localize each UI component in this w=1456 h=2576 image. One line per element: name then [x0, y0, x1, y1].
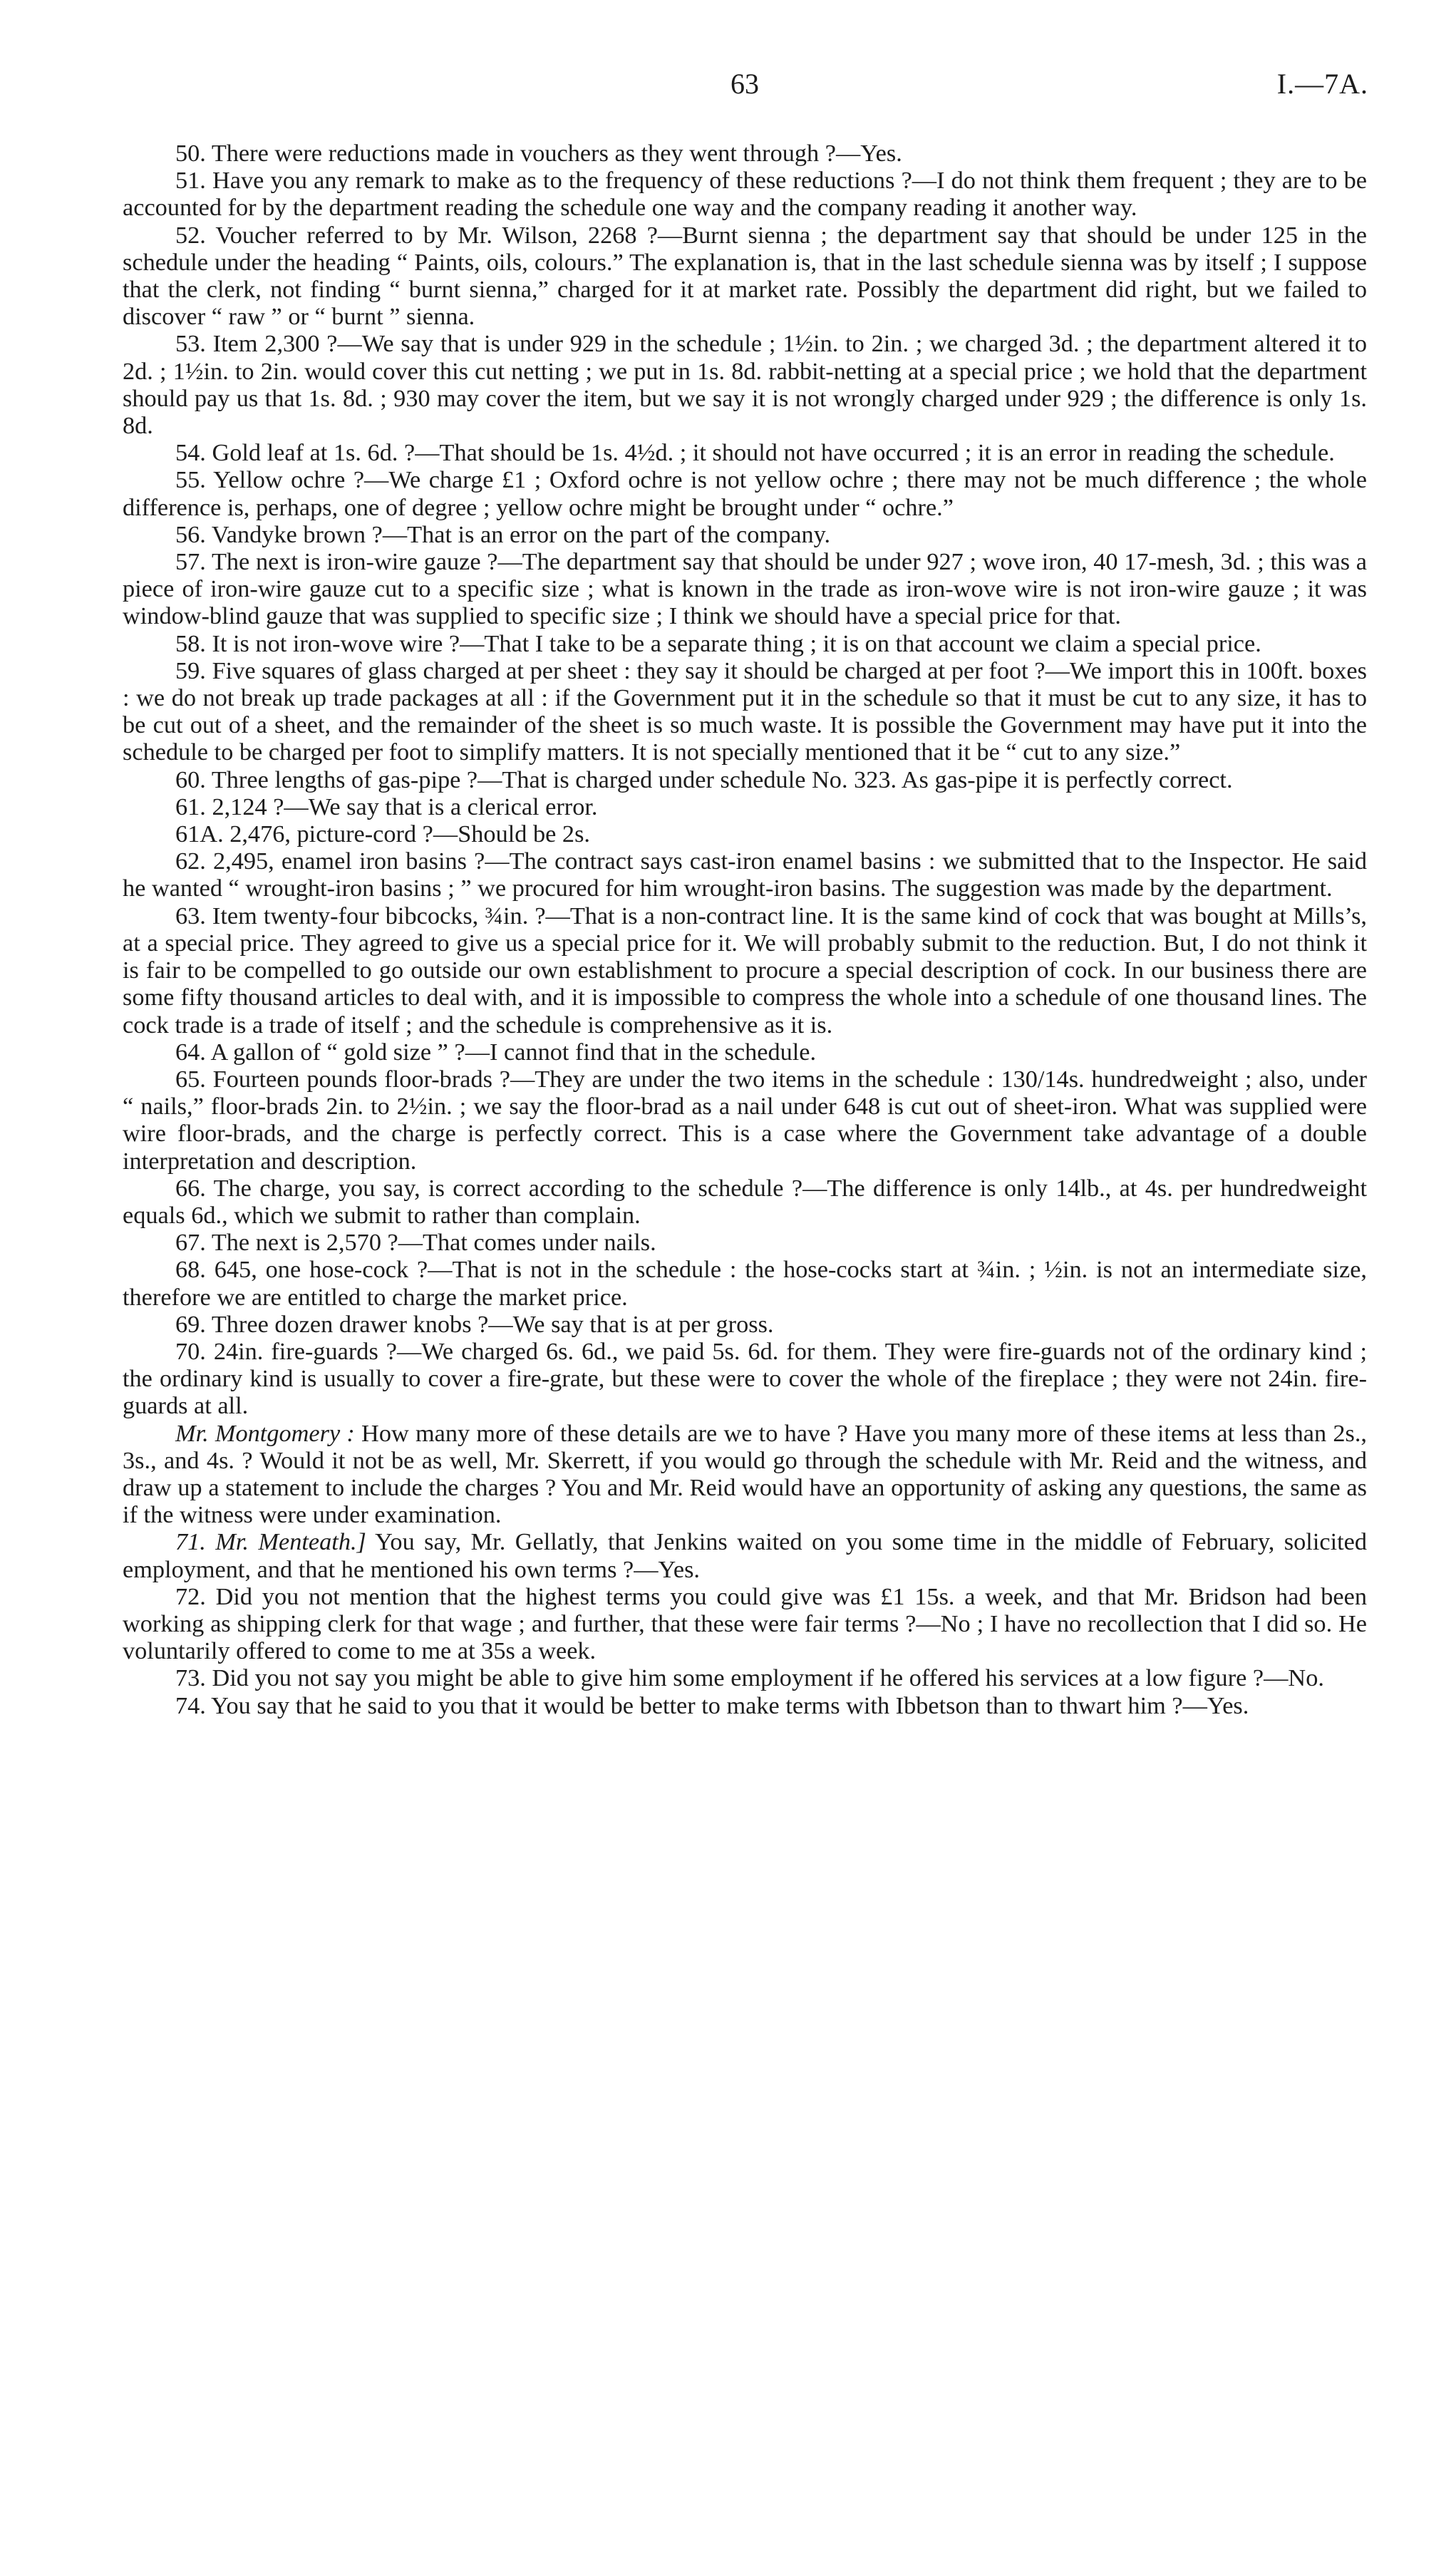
paragraph-text: 65. Fourteen pounds floor-brads ?—They are under the two items in the schedule : 130/14s. hundredweight ; also, under “ nails,” floor-brads 2in. to 2½in. ; we say the floor-brad as a nail under 648 is cut out of sheet-iron. What was supplied were wire floor-brads, and the charge is perfectly correct. This is a case where the Government take advantage of a double interpretation and description. [123, 1065, 1367, 1175]
page-reference: I.—7A. [1276, 68, 1368, 100]
paragraph [123, 766, 1367, 793]
paragraph-text: 74. You say that he said to you that it would be better to make terms with Ibbetson than to thwart him ?—Yes. [175, 1691, 1249, 1719]
paragraph-text: 54. Gold leaf at 1s. 6d. ?—That should be 1s. 4½d. ; it should not have occurred ; it is an error in reading the schedule. [175, 439, 1335, 467]
paragraph-text: 60. Three lengths of gas-pipe ?—That is charged under schedule No. 323. As gas-pipe it is perfectly correct. [175, 766, 1233, 793]
paragraph-text: 62. 2,495, enamel iron basins ?—The contract says cast-iron enamel basins : we submitted that to the Inspector. He said he wanted “ wrought-iron basins ; ” we procured for him wrought-iron basins. The suggestion was made by the department. [123, 847, 1367, 902]
paragraph-text: 50. There were reductions made in vouchers as they went through ?—Yes. [175, 140, 902, 167]
paragraph [123, 1039, 1367, 1066]
paragraph-text: You say, Mr. Gellatly, that Jenkins waited on you some time in the middle of February, solicited employment, and that he mentioned his own terms ?—Yes. [123, 1528, 1367, 1583]
paragraph [123, 1175, 1367, 1229]
paragraph [123, 1311, 1367, 1338]
paragraph-text: 59. Five squares of glass charged at per sheet : they say it should be charged at per foot ?—We import this in 100ft. boxes : we do not break up trade packages at all : if the Government put it in the schedule so that it must be cut to any size, it has to be cut out of a sheet, and the remainder of the sheet is so much waste. It is possible the Government may have put it into the schedule to be charged per foot to simplify matters. It is not specially mentioned that it be “ cut to any size.” [123, 656, 1367, 766]
speaker-label: 71. Mr. Menteath.] [175, 1528, 366, 1556]
paragraph [123, 1229, 1367, 1256]
paragraph [123, 1256, 1367, 1310]
paragraph [123, 521, 1367, 548]
paragraph [123, 1528, 1367, 1582]
paragraph [123, 548, 1367, 630]
paragraph-text: 69. Three dozen drawer knobs ?—We say that is at per gross. [175, 1310, 774, 1338]
paragraph-text: 72. Did you not mention that the highest terms you could give was £1 15s. a week, and that Mr. Bridson had been working as shipping clerk for that wage ; and further, that these were fair terms ?—No ; I have no recollection that I did so. He voluntarily offered to come to me at 35s a week. [123, 1582, 1367, 1665]
paragraph [123, 1338, 1367, 1420]
paragraph [123, 466, 1367, 520]
page-header [121, 63, 1368, 105]
paragraph [123, 167, 1367, 221]
paragraph-text: How many more of these details are we to have ? Have you many more of these items at less than 2s., 3s., and 4s. ? Would it not be as well, Mr. Skerrett, if you would go through the schedule with Mr. Reid and the witness, and draw up a statement to include the charges ? You and Mr. Reid would have an opportunity of asking any questions, the same as if the witness were under examination. [123, 1419, 1367, 1529]
paragraph-text: 57. The next is iron-wire gauze ?—The department say that should be under 927 ; wove iron, 40 17-mesh, 3d. ; this was a piece of iron-wire gauze cut to a specific size ; what is known in the trade as iron-wove wire is not iron-wire gauze ; it was window-blind gauze that was supplied to specific size ; I think we should have a special price for that. [123, 548, 1367, 630]
paragraph-text: 58. It is not iron-wove wire ?—That I take to be a separate thing ; it is on that account we claim a special price. [175, 629, 1261, 657]
page-number: 63 [730, 68, 759, 100]
paragraph-text: 64. A gallon of “ gold size ” ?—I cannot find that in the schedule. [175, 1038, 817, 1066]
paragraph [123, 657, 1367, 766]
paragraph-text: 63. Item twenty-four bibcocks, ¾in. ?—That is a non-contract line. It is the same kind of cock that was bought at Mills’s, at a special price. They agreed to give us a special price for it. We will probably submit to the reduction. But, I do not think it is fair to be compelled to go outside our own establishment to procure a special description of cock. In our business there are some fifty thousand articles to deal with, and it is impossible to compress the whole into a schedule of one thousand lines. The cock trade is a trade of itself ; and the schedule is comprehensive as it is. [123, 902, 1367, 1039]
paragraph [123, 902, 1367, 1039]
paragraph [123, 222, 1367, 331]
paragraph-text: 70. 24in. fire-guards ?—We charged 6s. 6d., we paid 5s. 6d. for them. They were fire-guards not of the ordinary kind ; the ordinary kind is usually to cover a fire-grate, but these were to cover the whole of the fireplace ; they were not 24in. fire-guards at all. [123, 1337, 1367, 1420]
paragraph [123, 1420, 1367, 1529]
paragraph [123, 140, 1367, 167]
paragraph-text: 67. The next is 2,570 ?—That comes under nails. [175, 1229, 656, 1257]
paragraph [123, 1692, 1367, 1719]
paragraph-text: 55. Yellow ochre ?—We charge £1 ; Oxford ochre is not yellow ochre ; there may not be much difference ; the whole difference is, perhaps, one of degree ; yellow ochre might be brought under “ ochre.” [123, 466, 1367, 521]
paragraph-text: 68. 645, one hose-cock ?—That is not in the schedule : the hose-cocks start at ¾in. ; ½in. is not an intermediate size, therefore we are entitled to charge the market price. [123, 1256, 1367, 1311]
paragraph-text: 73. Did you not say you might be able to give him some employment if he offered his services at a low figure ?—No. [175, 1664, 1324, 1692]
paragraph-text: 66. The charge, you say, is correct according to the schedule ?—The difference is only 14lb., at 4s. per hundredweight equals 6d., which we submit to rather than complain. [123, 1174, 1367, 1229]
paragraph [123, 630, 1367, 657]
document-body [123, 140, 1367, 1719]
paragraph-text: 51. Have you any remark to make as to the frequency of these reductions ?—I do not think them frequent ; they are to be accounted for by the department reading the schedule one way and the company reading it another way. [123, 167, 1367, 222]
paragraph-text: 53. Item 2,300 ?—We say that is under 929 in the schedule ; 1½in. to 2in. ; we charged 3d. ; the department altered it to 2d. ; 1½in. to 2in. would cover this cut netting ; we put in 1s. 8d. rabbit-netting at a special price ; we hold that the department should pay us that 1s. 8d. ; 930 may cover the item, but we say it is not wrongly charged under 929 ; the difference is only 1s. 8d. [123, 330, 1367, 440]
paragraph [123, 1664, 1367, 1691]
paragraph [123, 439, 1367, 466]
speaker-label: Mr. Montgomery : [175, 1419, 355, 1447]
paragraph [123, 1066, 1367, 1175]
paragraph-text: 61. 2,124 ?—We say that is a clerical error. [175, 793, 598, 820]
paragraph [123, 820, 1367, 847]
paragraph [123, 793, 1367, 820]
paragraph-text: 52. Voucher referred to by Mr. Wilson, 2268 ?—Burnt sienna ; the department say that should be under 125 in the schedule under the heading “ Paints, oils, colours.” The explanation is, that in the last schedule sienna was by itself ; I suppose that the clerk, not finding “ burnt sienna,” charged for it at market rate. Possibly the department did right, but we failed to discover “ raw ” or “ burnt ” sienna. [123, 221, 1367, 331]
paragraph-text: 56. Vandyke brown ?—That is an error on the part of the company. [175, 520, 831, 548]
paragraph [123, 330, 1367, 439]
paragraph [123, 1583, 1367, 1665]
paragraph-text: 61A. 2,476, picture-cord ?—Should be 2s. [175, 820, 590, 848]
paragraph [123, 847, 1367, 902]
